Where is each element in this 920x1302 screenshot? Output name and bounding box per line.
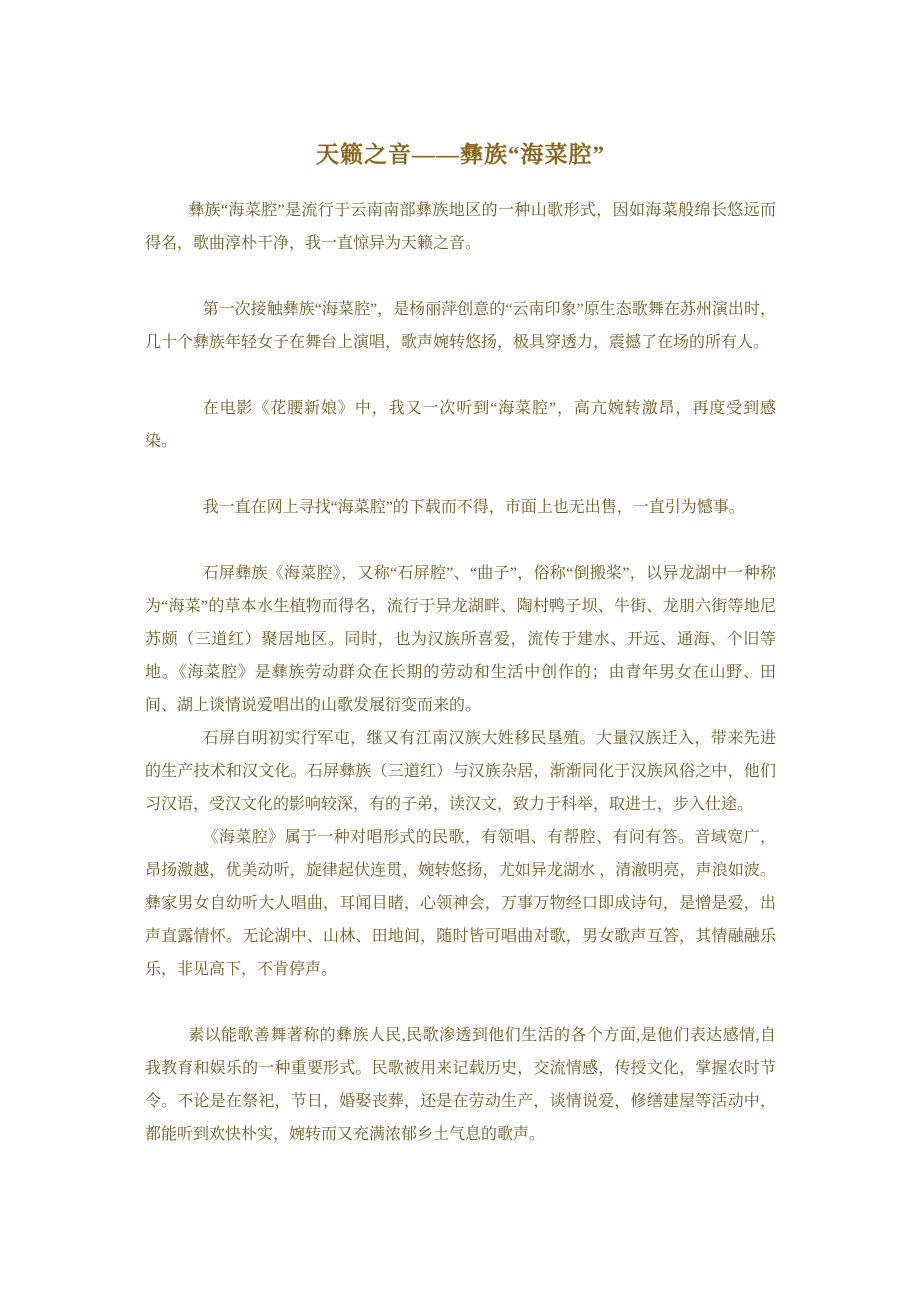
paragraph-folk-culture: 素以能歌善舞著称的彝族人民,民歌渗透到他们生活的各个方面,是他们表达感情,自我教育和娱乐的一种重要形式。民歌被用来记载历史，交流情感，传授文化，掌握农时节令。不论是在祭祀，节日，婚娶丧葬，还是在劳动生产，谈情说爱，修缮建屋等活动中，都能听到欢快朴实，婉转而又充满浓郁乡土气息的歌声。 <box>145 1027 776 1143</box>
paragraph-song-form: 《海菜腔》属于一种对唱形式的民歌，有领唱、有帮腔、有问有答。音域宽广，昂扬激越，优美动听，旋律起伏连贯，婉转悠扬，尤如异龙湖水 ，清澈明亮，声浪如波。彝家男女自幼听大人唱曲，耳闻目睹，心领神会，万事万物经口即成诗句，是憎是爱，出声直露情怀。无论湖中、山林、田地间，随时皆可唱曲对歌，男女歌声互答，其情融融乐乐，非见高下，不肯停声。 <box>145 829 776 978</box>
document-body <box>145 194 776 1151</box>
paragraph-origin: 石屏彝族《海菜腔》，又称“石屏腔”、“曲子”，俗称“倒搬桨”，以异龙湖中一种称为“海菜”的草本水生植物而得名，流行于异龙湖畔、陶村鸭子坝、牛街、龙朋六街等地尼苏颇（三道红）聚居地区。同时，也为汉族所喜爱，流传于建水、开远、通海、个旧等地。《海菜腔》是彝族劳动群众在长期的劳动和生活中创作的；由青年男女在山野、田间、湖上谈情说爱唱出的山歌发展衍变而来的。 <box>145 565 776 714</box>
paragraph-history: 石屏自明初实行军屯，继又有江南汉族大姓移民垦殖。大量汉族迁入，带来先进的生产技术和汉文化。石屏彝族（三道红）与汉族杂居，渐渐同化于汉族风俗之中，他们习汉语，受汉文化的影响较深，有的子弟，读汉文，致力于科举，取进士，步入仕途。 <box>145 730 776 813</box>
paragraph-intro: 彝族“海菜腔”是流行于云南南部彝族地区的一种山歌形式，因如海菜般绵长悠远而得名，歌曲淳朴干净，我一直惊异为天籁之音。 <box>145 202 776 252</box>
paragraph-movie: 在电影《花腰新娘》中，我又一次听到“海菜腔”，高亢婉转激昂，再度受到感染。 <box>145 400 776 450</box>
document-title: 天籁之音——彝族“海菜腔” <box>316 142 605 167</box>
paragraph-first-encounter: 第一次接触彝族“海菜腔”，是杨丽萍创意的“云南印象”原生态歌舞在苏州演出时，几十个彝族年轻女子在舞台上演唱，歌声婉转悠扬，极具穿透力，震撼了在场的所有人。 <box>145 301 776 351</box>
paragraph-search: 我一直在网上寻找“海菜腔”的下载而不得，市面上也无出售，一直引为憾事。 <box>202 499 745 516</box>
